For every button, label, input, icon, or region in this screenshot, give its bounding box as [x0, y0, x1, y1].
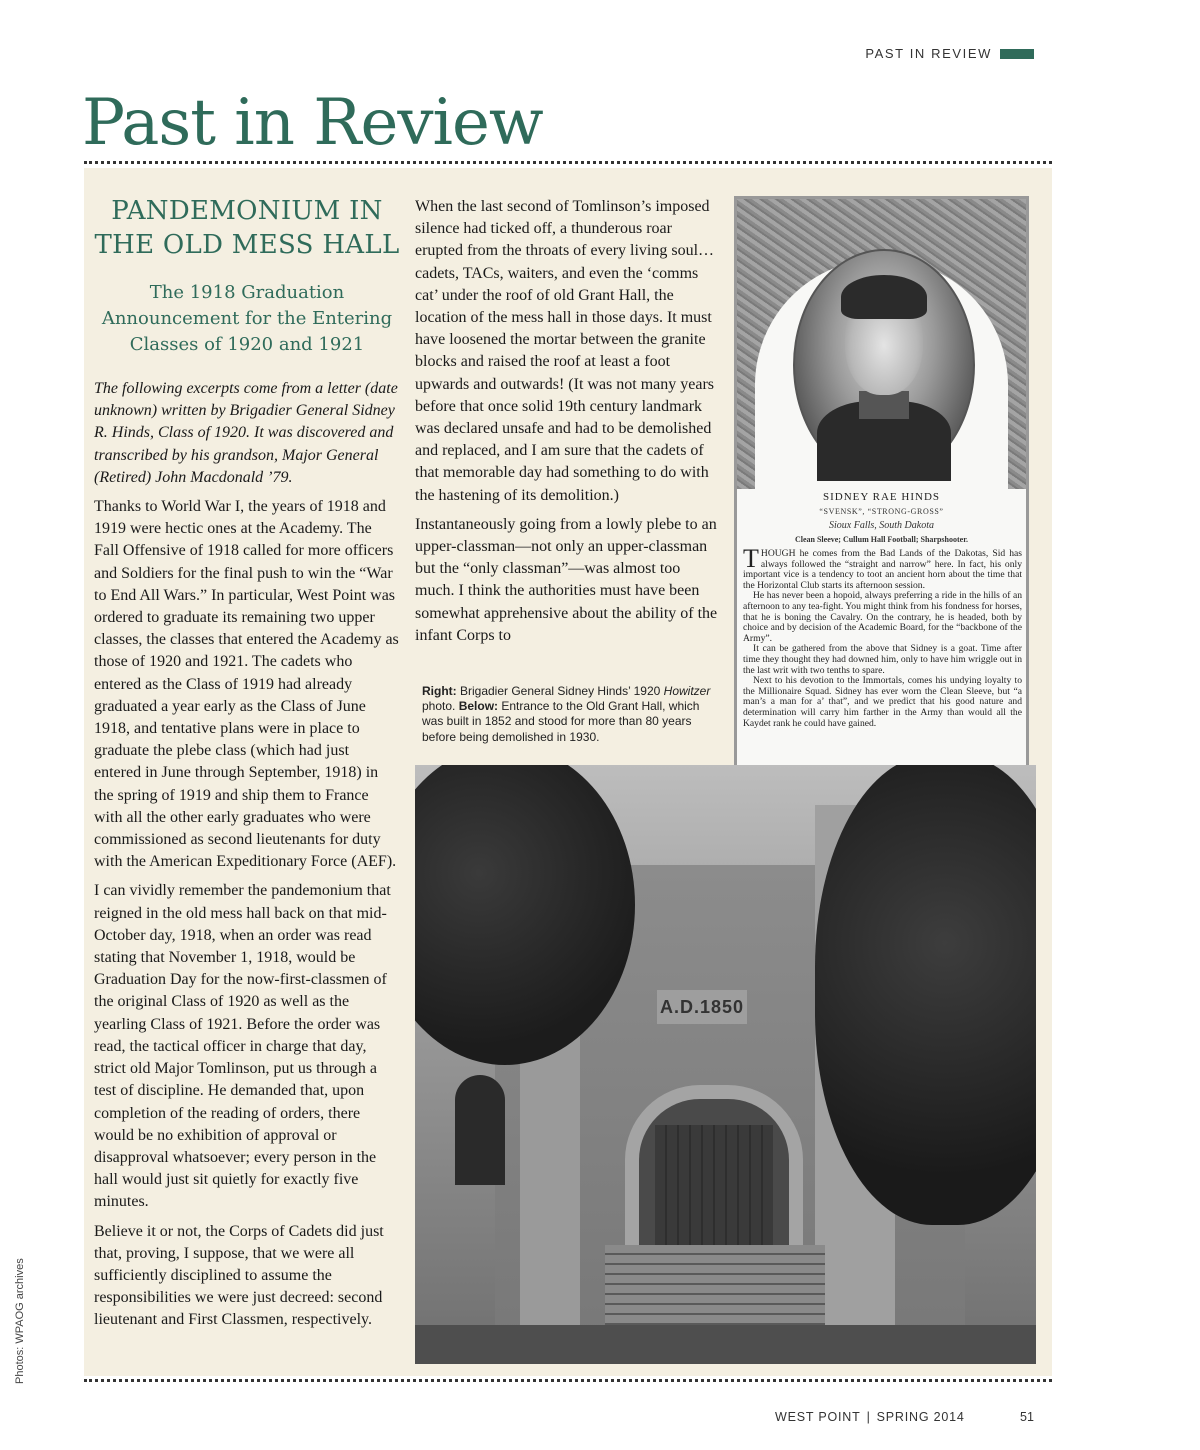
dotted-rule-bottom	[84, 1379, 1052, 1382]
section-header	[865, 46, 1034, 61]
bio-paragraph: It can be gathered from the above that Sidney is a goat. Time after time they thought they had downed him, only to have him wriggle out in the last writ with two tenths to spare.	[743, 643, 1022, 676]
grant-hall-entrance-photo	[415, 765, 1036, 1364]
article-paragraph: Believe it or not, the Corps of Cadets did just that, proving, I suppose, that we were all sufficiently disciplined to assume the responsibilities we were just decreed: second lieutenant and First Classmen, respectively.	[94, 1222, 384, 1329]
dotted-rule-top	[84, 161, 1052, 164]
bio-paragraph: He has never been a hopoid, always preferring a ride in the hills of an afternoon to any tea-fight. You might think from his fondness for horses, that he is boning the Cavalry. On the contrary, he is headed, both by choice and by decision of the Academic Board, for the “backbone of the Army”.	[743, 590, 1022, 644]
footer: WEST POINT | SPRING 2014	[775, 1410, 965, 1424]
section-label: PAST IN REVIEW	[865, 46, 992, 61]
article-paragraph: Thanks to World War I, the years of 1918 and 1919 were hectic ones at the Academy. The Fall Offensive of 1918 called for more officers and Soldiers for the final push to win the “War to End All Wars.” In particular, West Point was ordered to graduate its remaining two upper classes, the classes that entered the Academy as those of 1920 and 1921. The cadets who entered as the Class of 1919 had already graduated a year early as the Class of June 1918, and tentative plans were in place to graduate the plebe class (which had just entered in June through September, 1918) in the spring of 1919 and ship them to France with all the other early graduates who were commissioned as second lieutenants for duty with the American Expeditionary Force (AEF).	[94, 498, 399, 871]
page-title: Past in Review	[82, 86, 543, 160]
howitzer-portrait-page	[734, 196, 1029, 792]
page-number: 51	[1020, 1410, 1034, 1424]
article-paragraph: I can vividly remember the pandemonium that reigned in the old mess hall back on that mid-October day, 1918, when an order was read stating that November 1, 1918, would be Graduation Day for the now-first-classmen of the original Class of 1920 as well as the yearling Class of 1921. Before the order was read, the tactical officer in charge that day, strict old Major Tomlinson, put us through a test of discipline. He demanded that, upon completion of the reading of orders, there would be no exhibition of approval or disapproval whatsoever; every person in the hall would just sit quietly for exactly five minutes.	[94, 882, 391, 1211]
portrait-nicknames: “SVENSK”, “STRONG-GROSS”	[819, 507, 944, 516]
bio-paragraph: Next to his devotion to the Immortals, comes his undying loyalty to the Millionaire Squad. Sidney has ever worn the Clean Sleeve, but “a man’s a man for a’ that”, and we predict that his good nature and determination will carry him farther in the Army than would all the Kaydet rank he could have gained.	[743, 675, 1022, 729]
portrait-bio	[743, 544, 1022, 729]
portrait-name: SIDNEY RAE HINDS	[822, 491, 941, 503]
article-column-middle	[415, 196, 721, 654]
article-paragraph: Instantaneously going from a lowly plebe to an upper-classman—not only an upper-classman but the “only classman”—was almost too much. I think the authorities must have been somewhat apprehensive about the ability of the infant Corps to	[415, 515, 718, 644]
photo-caption: Right: Brigadier General Sidney Hinds’ 1920 Howitzer photo. Below: Entrance to the Old Grant Hall, which was built in 1852 and stood for more than 80 years before being demolished in 1930.	[422, 684, 711, 744]
footer-issue: SPRING 2014	[876, 1410, 965, 1424]
article-intro: The following excerpts come from a letter (date unknown) written by Brigadier General Sidney R. Hinds, Class of 1920. It was discovered and transcribed by his grandson, Major General (Retired) John Macdonald ’79.	[94, 380, 398, 486]
article-paragraph: When the last second of Tomlinson’s imposed silence had ticked off, a thunderous roar erupted from the throats of every living soul… cadets, TACs, waiters, and even the ‘comms cat’ under the roof of old Grant Hall, the location of the mess hall in those days. It must have loosened the mortar between the granite blocks and raised the roof at least a foot upwards and outwards! (It was not many years before that once solid 19th century landmark was declared unsafe and had to be demolished and replaced, and I am sure that the cadets of that memorable day had something to do with the hastening of its demolition.)	[415, 198, 715, 504]
portrait-hometown: Sioux Falls, South Dakota	[829, 520, 934, 531]
photo-credit: Photos: WPAOG archives	[14, 1258, 26, 1384]
article-subtitle: The 1918 Graduation Announcement for the Entering Classes of 1920 and 1921	[101, 282, 393, 355]
footer-publication: WEST POINT	[775, 1410, 861, 1424]
date-plaque: A.D.1850	[657, 990, 747, 1024]
bio-dropcap: T	[743, 544, 759, 573]
section-bar	[1000, 49, 1034, 59]
tree-right	[815, 765, 1036, 1225]
article-column-left	[94, 194, 400, 1339]
article-title: PANDEMONIUM IN THE OLD MESS HALL	[94, 196, 400, 260]
cadet-portrait-photo	[793, 249, 975, 481]
bio-paragraph: HOUGH he comes from the Bad Lands of the Dakotas, Sid has always followed the “straight and narrow” here. In fact, his only important vice is a tendency to toot an ancient horn about the time that the Horizontal Club starts its afternoon session.	[743, 548, 1022, 591]
portrait-activities: Clean Sleeve; Cullum Hall Football; Sharpshooter.	[794, 535, 969, 544]
